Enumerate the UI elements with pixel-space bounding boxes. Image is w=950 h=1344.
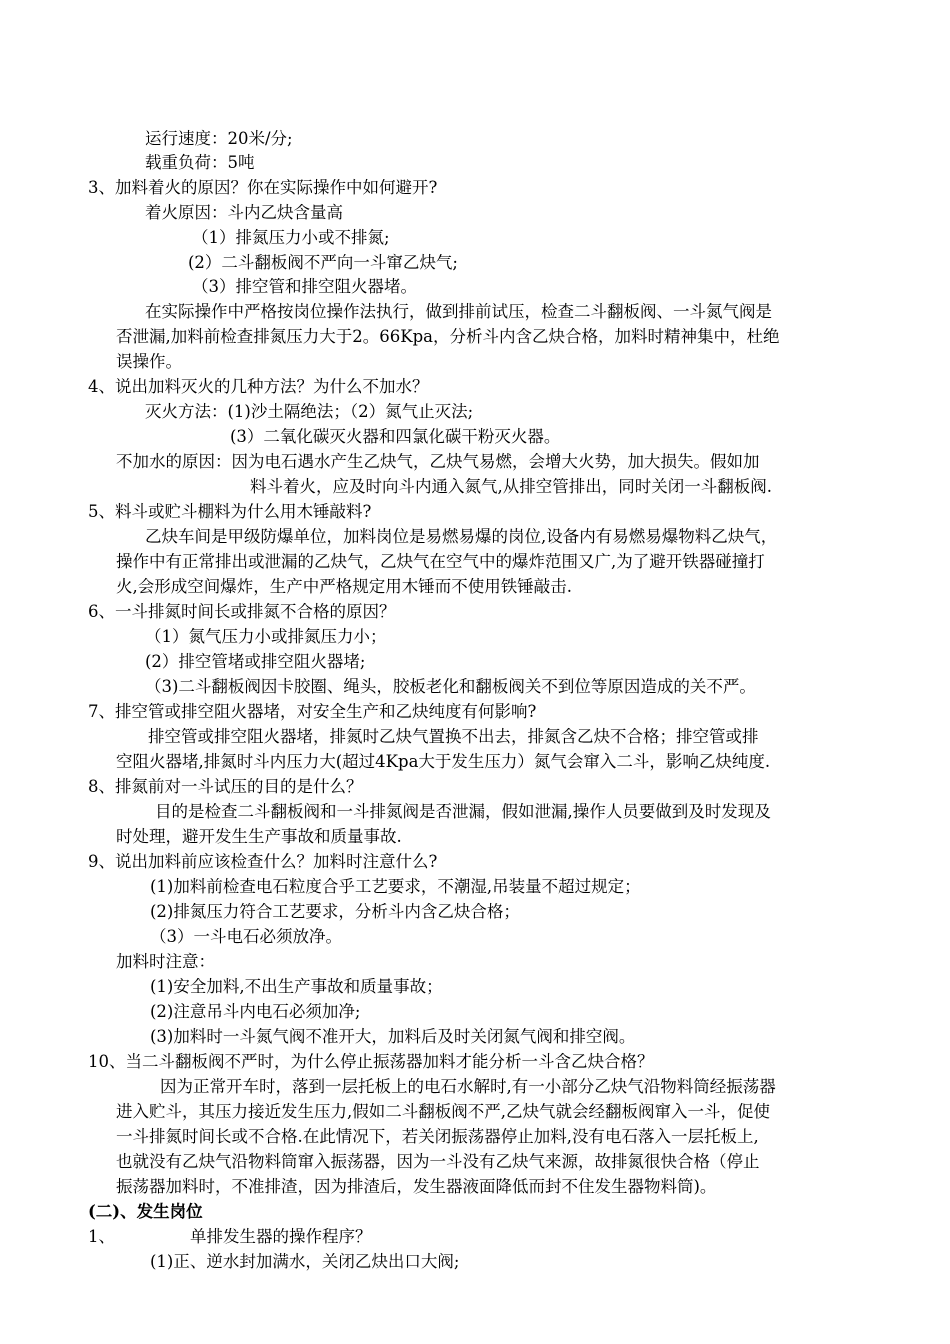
list-item: (3）二氧化碳灭火器和四氯化碳干粉灭火器。 — [230, 427, 561, 446]
text-line: 在实际操作中严格按岗位操作法执行，做到排前试压，检查二斗翻板阀、一斗氮气阀是 — [145, 302, 772, 321]
list-item: (1)加料前检查电石粒度合乎工艺要求，不潮湿,吊装量不超过规定； — [150, 877, 641, 896]
question-heading: 5、料斗或贮斗棚料为什么用木锤敲料? — [88, 502, 372, 521]
question-heading: 8、排氮前对一斗试压的目的是什么？ — [88, 777, 363, 796]
question-heading: 6、一斗排氮时间长或排氮不合格的原因？ — [88, 602, 396, 621]
list-item: （3）一斗电石必须放净。 — [150, 927, 342, 946]
text-line: 加料时注意： — [116, 952, 215, 971]
text-line: 也就没有乙炔气沿物料筒窜入振荡器，因为一斗没有乙炔气来源，故排氮很快合格（停止 — [116, 1152, 760, 1171]
list-item: (2）二斗翻板阀不严向一斗窜乙炔气; — [188, 253, 458, 272]
text-line: 操作中有正常排出或泄漏的乙炔气，乙炔气在空气中的爆炸范围又广,为了避开铁器碰撞打 — [116, 552, 765, 571]
text-line: 振荡器加料时，不准排渣，因为排渣后，发生器液面降低而封不住发生器物料筒)。 — [116, 1177, 717, 1196]
list-item: （1）排氮压力小或不排氮; — [192, 228, 390, 247]
text-line: 着火原因：斗内乙炔含量高 — [145, 203, 343, 222]
text-line: 料斗着火，应及时向斗内通入氮气,从排空管排出，同时关闭一斗翻板阀. — [250, 477, 772, 496]
list-item: (2）排空管堵或排空阻火器堵; — [145, 652, 366, 671]
text-line: 载重负荷：5吨 — [145, 153, 255, 172]
text-line: 时处理，避开发生生产事故和质量事故. — [116, 827, 402, 846]
question-heading: 9、说出加料前应该检查什么？加料时注意什么? — [88, 852, 438, 871]
text-line: 目的是检查二斗翻板阀和一斗排氮阀是否泄漏，假如泄漏,操作人员要做到及时发现及 — [155, 802, 771, 821]
question-heading: 10、当二斗翻板阀不严时，为什么停止振荡器加料才能分析一斗含乙炔合格？ — [88, 1052, 654, 1071]
text-line: 灭火方法：(1)沙土隔绝法；（2）氮气止灭法; — [145, 402, 474, 421]
section-heading: (二)、发生岗位 — [88, 1202, 203, 1221]
list-item: (2)注意吊斗内电石必须加净; — [150, 1002, 361, 1021]
text-line: 火,会形成空间爆炸，生产中严格规定用木锤而不使用铁锤敲击. — [116, 577, 572, 596]
text-line: 因为正常开车时，落到一层托板上的电石水解时,有一小部分乙炔气沿物料筒经振荡器 — [160, 1077, 776, 1096]
list-item: (1)安全加料,不出生产事故和质量事故； — [150, 977, 443, 996]
question-heading: 3、加料着火的原因？你在实际操作中如何避开? — [88, 178, 438, 197]
text-line: 乙炔车间是甲级防爆单位，加料岗位是易燃易爆的岗位,设备内有易燃易爆物料乙炔气， — [145, 527, 778, 546]
question-heading: 单排发生器的操作程序？ — [190, 1227, 372, 1246]
text-line: 空阻火器堵,排氮时斗内压力大(超过4Kpa大于发生压力）氮气会窜入二斗，影响乙炔纯度. — [116, 752, 771, 771]
list-item: (3)加料时一斗氮气阀不准开大，加料后及时关闭氮气阀和排空阀。 — [150, 1027, 636, 1046]
list-item: （3）排空管和排空阻火器堵。 — [192, 277, 417, 296]
text-line: 误操作。 — [116, 352, 182, 371]
text-line: 进入贮斗，其压力接近发生压力,假如二斗翻板阀不严,乙炔气就会经翻板阀窜入一斗，促使 — [116, 1102, 770, 1121]
list-item: （1）氮气压力小或排氮压力小； — [145, 627, 387, 646]
text-line: 不加水的原因：因为电石遇水产生乙炔气，乙炔气易燃，会增大火势，加大损失。假如加 — [116, 452, 760, 471]
question-heading: 4、说出加料灭火的几种方法？为什么不加水？ — [88, 377, 429, 396]
list-item: (2)排氮压力符合工艺要求，分析斗内含乙炔合格； — [150, 902, 520, 921]
list-item: (1)正、逆水封加满水，关闭乙炔出口大阀; — [150, 1252, 460, 1271]
question-number: 1、 — [88, 1227, 115, 1246]
question-heading: 7、排空管或排空阻火器堵，对安全生产和乙炔纯度有何影响? — [88, 702, 537, 721]
list-item: （3)二斗翻板阀因卡胶圈、绳头，胶板老化和翻板阀关不到位等原因造成的关不严。 — [145, 677, 756, 696]
text-line: 否泄漏,加料前检查排氮压力大于2。66Kpa，分析斗内含乙炔合格，加料时精神集中，杜绝 — [116, 327, 780, 346]
text-line: 一斗排氮时间长或不合格.在此情况下，若关闭振荡器停止加料,没有电石落入一层托板上, — [116, 1127, 759, 1146]
text-line: 排空管或排空阻火器堵，排氮时乙炔气置换不出去，排氮含乙炔不合格；排空管或排 — [148, 727, 759, 746]
text-line: 运行速度：20米/分; — [145, 129, 293, 148]
